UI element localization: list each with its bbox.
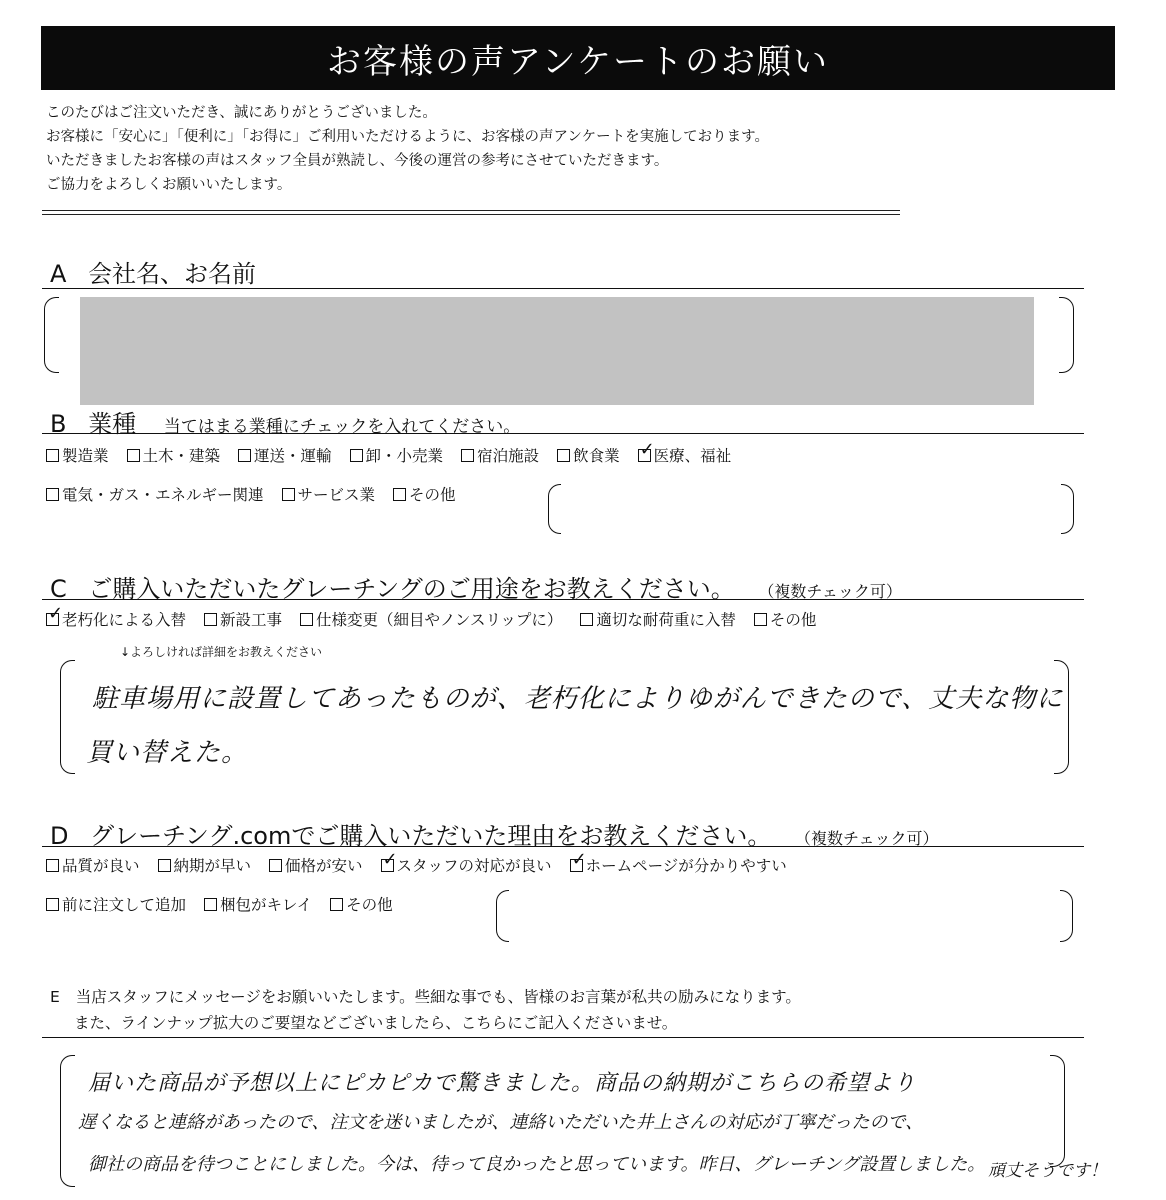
option-label: その他 [409,486,456,504]
reason-option-other[interactable] [330,893,393,915]
option-label: 納期が早い [173,857,252,875]
checkbox[interactable] [238,449,251,462]
industry-option[interactable] [127,444,221,466]
industry-option[interactable] [350,444,444,466]
other-reason-bracket-left [496,890,509,942]
industry-option-medical-welfare[interactable] [638,444,732,466]
usage-option[interactable] [204,608,282,630]
option-label: 梱包がキレイ [220,896,313,914]
redacted-name-field [80,297,1034,405]
option-label: 医療、福祉 [653,447,732,465]
checkbox[interactable] [461,449,474,462]
survey-title: お客様の声アンケートのお願い [327,41,829,82]
intro-line: いただきましたお客様の声はスタッフ全員が熟読し、今後の運営の参考にさせていただきます。 [46,153,669,169]
checkbox[interactable] [269,859,282,872]
checkbox-checked[interactable] [46,613,59,626]
reason-option[interactable] [269,854,363,876]
checkbox[interactable] [580,613,593,626]
reason-option[interactable] [158,854,252,876]
section-c-title: ご購入いただいたグレーチングのご用途をお教えください。 [88,575,735,603]
usage-options-row [46,608,816,630]
option-label: サービス業 [297,486,376,504]
section-d-title: グレーチング.comでご購入いただいた理由をお教えください。 [90,822,772,850]
industry-option[interactable] [238,444,332,466]
reason-option-staff[interactable] [381,854,552,876]
message-line-1: 届いた商品が予想以上にピカピカで驚きました。商品の納期がこちらの希望より [88,1071,917,1096]
section-a-title: 会社名、お名前 [88,260,257,288]
option-label: ホームページが分かりやすい [585,857,787,875]
survey-title-bar [41,26,1115,90]
option-label: スタッフの対応が良い [396,857,552,875]
checkbox-checked[interactable] [381,859,394,872]
checkbox[interactable] [204,898,217,911]
usage-option[interactable] [580,608,736,630]
section-d-label: D [50,822,69,850]
usage-answer-line-1: 駐車場用に設置してあったものが、老朽化によりゆがんできたので、丈夫な物に [92,684,1064,714]
option-label: 電気・ガス・エネルギー関連 [62,486,264,504]
message-bracket-right [1050,1055,1065,1167]
industry-option[interactable] [46,483,264,505]
reason-option[interactable] [204,893,312,915]
section-d-rule [42,846,1084,847]
checkbox[interactable] [46,488,59,501]
intro-line: お客様に「安心に」「便利に」「お得に」ご利用いただけるように、お客様の声アンケートを実施しております。 [46,129,769,145]
intro-line: ご協力をよろしくお願いいたします。 [46,177,292,193]
option-label: 老朽化による入替 [62,611,187,629]
checkbox[interactable] [330,898,343,911]
checkbox[interactable] [46,859,59,872]
section-b-rule [42,433,1084,434]
checkbox[interactable] [46,898,59,911]
option-label: 前に注文して追加 [62,896,187,914]
option-label: その他 [346,896,393,914]
industry-options-row-2 [46,483,456,505]
usage-option[interactable] [300,608,562,630]
message-bracket-left [60,1055,75,1187]
option-label: 運送・運輸 [254,447,332,465]
intro-line: このたびはご注文いただき、誠にありがとうございました。 [46,105,437,121]
reason-option[interactable] [46,854,140,876]
message-line-3: 御社の商品を待つことにしました。今は、待って良かったと思っています。昨日、グレーチング設置しました。 [88,1154,986,1175]
section-d-note: （複数チェック可） [794,829,939,848]
reason-options-row-2 [46,893,393,915]
intro-text [46,101,769,197]
checkbox-checked[interactable] [570,859,583,872]
other-industry-bracket-left [548,484,561,534]
industry-option[interactable] [557,444,620,466]
other-reason-bracket-right [1060,890,1073,942]
section-c-label: C [50,575,67,603]
section-e-heading [50,984,801,1036]
option-label: 飲食業 [573,447,620,465]
checkbox[interactable] [282,488,295,501]
option-label: 製造業 [62,447,109,465]
option-label: その他 [769,611,817,629]
usage-option-aging-replacement[interactable] [46,608,186,630]
section-b-instruction: 当てはまる業種にチェックを入れてください。 [163,417,521,437]
checkbox[interactable] [393,488,406,501]
name-field-bracket-left [44,297,59,373]
option-label: 仕様変更（細目やノンスリップに） [316,611,563,629]
option-label: 適切な耐荷重に入替 [596,611,736,629]
checkbox[interactable] [350,449,363,462]
section-a-rule [42,288,1084,289]
section-a-heading [50,254,256,289]
option-label: 新設工事 [220,611,283,629]
industry-option[interactable] [46,444,109,466]
message-line-2: 遅くなると連絡があったので、注文を迷いましたが、連絡いただいた井上さんの対応が丁寧だったので、 [78,1112,924,1133]
reason-option[interactable] [46,893,186,915]
usage-option-other[interactable] [754,608,817,630]
checkbox[interactable] [46,449,59,462]
checkbox[interactable] [557,449,570,462]
checkbox[interactable] [300,613,313,626]
usage-answer-bracket-left [60,660,75,774]
industry-options-row-1 [46,444,731,466]
industry-option-other[interactable] [393,483,456,505]
section-a-label: A [50,260,67,288]
usage-answer-line-2: 買い替えた。 [86,738,249,768]
option-label: 品質が良い [62,857,140,875]
checkbox[interactable] [127,449,140,462]
checkbox[interactable] [754,613,767,626]
other-industry-bracket-right [1061,484,1074,534]
checkbox-checked[interactable] [638,449,651,462]
option-label: 卸・小売業 [365,447,444,465]
section-e-rule [42,1037,1084,1038]
section-c-rule [42,599,1084,600]
section-b-label: B [50,410,67,438]
reason-options-row-1 [46,854,787,876]
message-tail: 頑丈そうです！ [988,1161,1107,1181]
industry-option[interactable] [461,444,539,466]
option-label: 宿泊施設 [477,447,540,465]
option-label: 価格が安い [285,857,363,875]
name-field-bracket-right [1059,297,1074,373]
industry-option[interactable] [282,483,376,505]
section-e-line-1: 当店スタッフにメッセージをお願いいたします。些細な事でも、皆様のお言葉が私共の励みになります。 [75,988,801,1006]
option-label: 土木・建築 [142,447,221,465]
section-e-line-2: また、ラインナップ拡大のご要望などございましたら、こちらにご記入くださいませ。 [74,1014,678,1032]
reason-option-homepage[interactable] [570,854,787,876]
checkbox[interactable] [158,859,171,872]
section-e-label: E [50,988,60,1006]
section-b-title: 業種 [88,410,137,438]
intro-divider [42,210,900,215]
section-c-note: （複数チェック可） [758,582,902,601]
checkbox[interactable] [204,613,217,626]
detail-hint: ↓よろしければ詳細をお教えください [120,645,323,659]
